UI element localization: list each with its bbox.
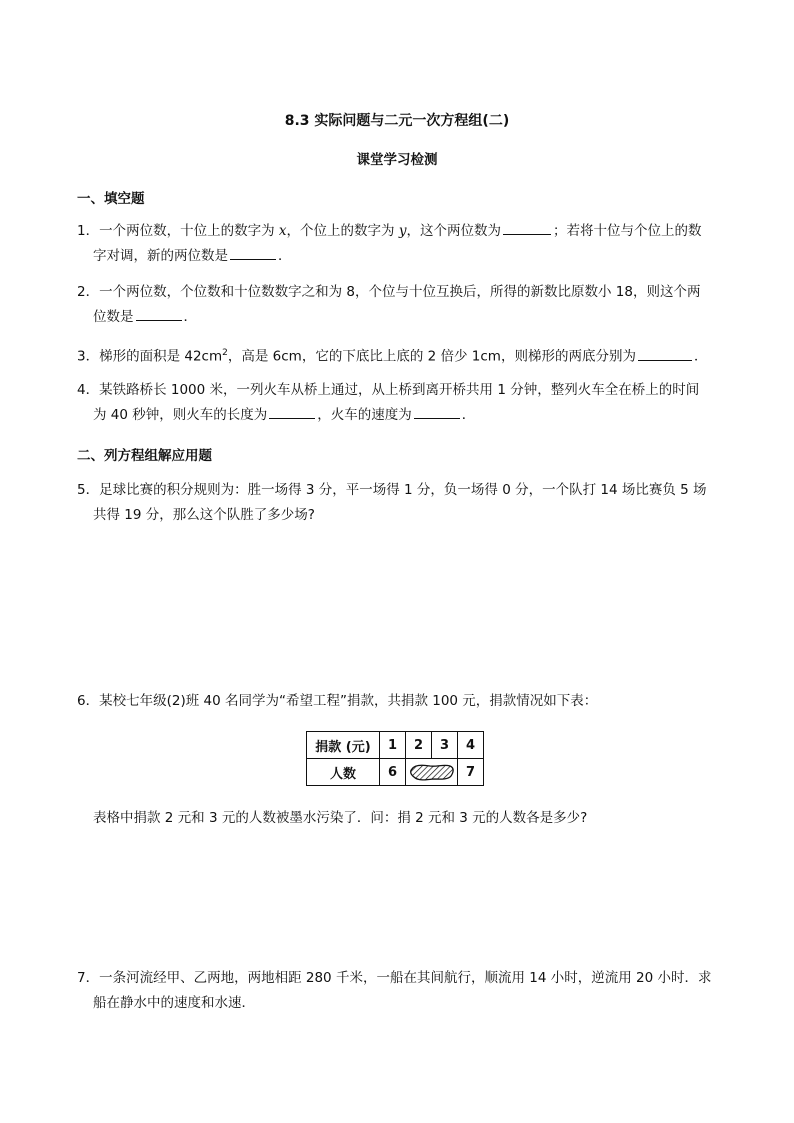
q3-text-a: 3．梯形的面积是 42cm	[77, 348, 223, 365]
q2-text-a: 2．一个两位数，个位数和十位数数字之和为 8，个位与十位互换后，所得的新数比原数小 18，则这个两	[77, 284, 701, 300]
table-row-label: 人数	[307, 759, 380, 786]
section-heading-word-problems: 二、列方程组解应用题	[77, 448, 212, 464]
q1-text-b: ，个位上的数字为	[286, 223, 399, 239]
q4-text-b: 为 40 秒钟，则火车的长度为	[93, 407, 268, 423]
q4-text-a: 4．某铁路桥长 1000 米，一列火车从桥上通过，从上桥到离开桥共用 1 分钟，整列火车全在桥上的时间	[77, 382, 700, 398]
ink-stain-icon	[406, 759, 458, 785]
section-heading-fill-blank: 一、填空题	[77, 191, 145, 207]
q3-answer-blank[interactable]	[638, 346, 692, 361]
q4-text-c: ，火车的速度为	[317, 407, 412, 423]
q3-superscript: 2	[222, 348, 228, 358]
q7-text-a: 7．一条河流经甲、乙两地，两地相距 280 千米，一船在其间航行，顺流用 14 小时，逆流用 20 小时．求	[77, 970, 712, 986]
q7-text-b: 船在静水中的速度和水速．	[93, 995, 255, 1011]
table-header-cell: 1	[380, 732, 406, 759]
q4-answer-blank-2[interactable]	[414, 404, 460, 419]
q1-var-y: y	[398, 223, 407, 239]
q3-text-c: ．	[693, 348, 708, 365]
table-cell: 7	[458, 759, 484, 786]
table-header-cell: 4	[458, 732, 484, 759]
q6-text-b: 表格中捐款 2 元和 3 元的人数被墨水污染了．问：捐 2 元和 3 元的人数各是多少?	[93, 810, 588, 826]
q3-text-b: ，高是 6cm，它的下底比上底的 2 倍少 1cm，则梯形的两底分别为	[227, 348, 636, 365]
q6-text-a: 6．某校七年级(2)班 40 名同学为“希望工程”捐款，共捐款 100 元，捐款情况如下表：	[77, 693, 598, 709]
q1-answer-blank-2[interactable]	[230, 245, 276, 260]
question-5	[77, 478, 727, 528]
ink-stain-cell	[406, 759, 458, 786]
question-2	[77, 280, 727, 330]
q1-text-a: 1．一个两位数，十位上的数字为	[77, 223, 279, 239]
table-header-cell: 2	[406, 732, 432, 759]
question-6	[77, 689, 727, 714]
q2-text-c: ．	[183, 309, 197, 325]
table-header-cell: 捐款 (元)	[307, 732, 380, 759]
question-6-continued	[77, 806, 727, 831]
q1-text-e: 字对调，新的两位数是	[93, 248, 228, 264]
table-header-cell: 3	[432, 732, 458, 759]
q2-text-b: 位数是	[93, 309, 134, 325]
donation-table	[306, 731, 484, 786]
q1-text-d: ；若将十位与个位上的数	[552, 223, 702, 239]
q5-text-b: 共得 19 分，那么这个队胜了多少场?	[93, 507, 315, 523]
table-cell: 6	[380, 759, 406, 786]
donation-table-count-row	[307, 759, 484, 786]
q2-answer-blank[interactable]	[136, 306, 182, 321]
q1-answer-blank-1[interactable]	[503, 220, 551, 235]
question-3	[77, 341, 727, 370]
question-7	[77, 966, 727, 1016]
q1-text-f: ．	[278, 248, 292, 264]
donation-table-header-row	[307, 732, 484, 759]
q4-answer-blank-1[interactable]	[269, 404, 315, 419]
page-subtitle: 课堂学习检测	[356, 152, 438, 168]
page-title: 8.3 实际问题与二元一次方程组(二)	[284, 113, 510, 129]
q5-text-a: 5．足球比赛的积分规则为：胜一场得 3 分，平一场得 1 分，负一场得 0 分，一个队打 14 场比赛负 5 场	[77, 482, 707, 498]
question-1	[77, 219, 727, 269]
q1-var-x: x	[278, 223, 287, 239]
q1-text-c: ，这个两位数为	[406, 223, 501, 239]
q4-text-d: ．	[461, 407, 476, 423]
question-4	[77, 378, 727, 428]
